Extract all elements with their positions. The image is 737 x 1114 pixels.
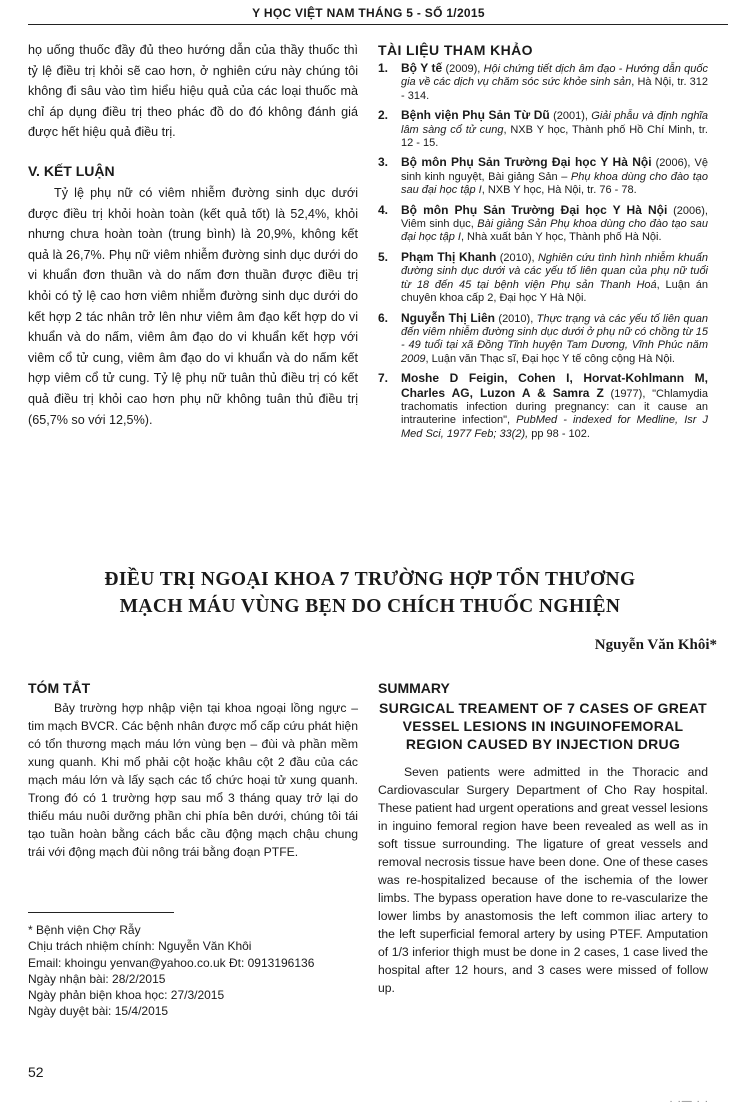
- article-author: Nguyễn Văn Khôi*: [594, 637, 717, 653]
- footnote-email: Email: khoingu yenvan@yahoo.co.uk Đt: 0913196136: [28, 955, 315, 970]
- conclusion-heading: V. KẾT LUẬN: [28, 162, 115, 179]
- footnote-affiliation: * Bệnh viện Chợ Rẫy: [28, 923, 141, 937]
- summary-english: [378, 680, 708, 997]
- references-list: [378, 62, 708, 441]
- reference-item: 5. Phạm Thị Khanh (2010), Nghiên cứu tình hình nhiễm khuẩn đường sinh dục dưới và các yếu tố liên quan của phụ nữ tuổi từ 18 đến 45 tại bệnh viện Phụ sản Thanh Hoá, Luận án chuyên khoa cấp 2, Đại học Y Hà Nội.: [378, 249, 709, 305]
- running-head: Y HỌC VIỆT NAM THÁNG 5 - SỐ 1/2015: [252, 6, 485, 20]
- reference-item: 2. Bệnh viện Phụ Sản Từ Dũ (2001), Giải phẫu và định nghĩa lâm sàng cổ tử cung, NXB Y học, Thành phố Hồ Chí Minh, tr. 12 - 15.: [378, 108, 708, 150]
- reference-item: 1. Bộ Y tế (2009), Hội chứng tiết dịch âm đạo - Hướng dẫn quốc gia về các dịch vụ chăm sóc sức khỏe sinh sản, Hà Nội, tr. 312 - 314.: [378, 61, 708, 102]
- article-title-line-1: ĐIỀU TRỊ NGOẠI KHOA 7 TRƯỜNG HỢP TỔN THƯƠNG: [104, 569, 636, 590]
- discussion-paragraph: họ uống thuốc đầy đủ theo hướng dẫn của thầy thuốc thì tỷ lệ điều trị khỏi sẽ cao hơn, ở nghiên cứu này chúng tôi không đi sâu vào tìm hiểu hiệu quả của các loại thuốc mà chỉ áp dụng điều trị theo phác đồ do đó không đánh giá được hết hiệu quả điều trị.: [28, 43, 358, 140]
- reference-item: 4. Bộ môn Phụ Sản Trường Đại học Y Hà Nội (2006), Viêm sinh dục, Bài giảng Sản Phụ khoa dùng cho đào tạo sau đại học tập I, Nhà xuất bản Y học, Thành phố Hà Nội.: [378, 202, 708, 244]
- references-section: [378, 42, 708, 447]
- article-title: [20, 566, 720, 620]
- footnote-rule: [28, 912, 174, 913]
- conclusion-paragraph: Tỷ lệ phụ nữ có viêm nhiễm đường sinh dục dưới được điều trị khỏi hoàn toàn (kết quả tốt) là 52,4%, khỏi nhưng chưa hoàn toàn (trung bình) là 20,9%, không kết quả là 26,7%. Phụ nữ viêm nhiễm đường sinh dục dưới do vi khuẩn đơn thuần và do nấm đơn thuần được điều trị khỏi có tỷ lệ cao hơn viêm nhiễm đường sinh dục dưới do kết hợp 2 tác nhân trở lên như viêm âm đạo kết hợp do vi khuẩn và do nấm, viêm âm đạo do vi khuẩn kết hợp với viêm cổ tử cung, viêm âm đạo do vi khuẩn và do nấm kết hợp viêm cổ tử cung. Tỷ lệ phụ nữ tuân thủ điều trị có kết quả điều trị khỏi cao hơn phụ nữ không tuân thủ điều trị (65,7% so với 12,5%).: [28, 185, 358, 427]
- footnote-approved: Ngày duyệt bài: 15/4/2015: [28, 1004, 169, 1019]
- reference-item: 6. Nguyễn Thị Liên (2010), Thực trạng và các yếu tố liên quan đến viêm nhiễm đường sinh dục dưới ở phụ nữ có chồng từ 15 - 49 tuổi tại xã Đồng Tĩnh huyện Tam Dương, Vĩnh Phúc năm 2009, Luận văn Thạc sĩ, Đại học Y tế công cộng Hà Nội.: [378, 310, 709, 365]
- abstract-text: Bảy trường hợp nhập viện tại khoa ngoại lồng ngực – tim mạch BVCR. Các bệnh nhân được mổ cấp cứu phát hiện có tổn thương mạch máu lớn vùng bẹn – đùi và phần mềm xung quanh. Khi mổ phải cột hoặc khâu cột 2 đầu của các mạch máu lớn và lấy sạch các tổ chức hoại tử xung quanh. Trong đó có 1 trường hợp sau mổ 3 tháng quay trở lại do thiếu máu nuôi dưỡng phần chi phía bên dưới, chúng tôi tái tạo tuần hoàn bằng cách bắc cầu động mạch chậu chung trái với động mạch đùi nông trái bằng đoạn PTFE.: [28, 701, 358, 859]
- summary-heading: SUMMARY: [378, 680, 450, 696]
- left-column-top: [28, 40, 358, 430]
- article-title-line-2: MẠCH MÁU VÙNG BẸN DO CHÍCH THUỐC NGHIỆN: [119, 596, 621, 617]
- reference-item: 3. Bộ môn Phụ Sản Trường Đại học Y Hà Nội (2006), Vệ sinh kinh nguyệt, Bài giảng Sản – Phụ khoa dùng cho đào tạo sau đại học tập I, NXB Y học, Hà Nội, tr. 76 - 78.: [378, 155, 709, 197]
- summary-text: Seven patients were admitted in the Thoracic and Cardiovascular Surgery Department of Cho Ray hospital. These patient had urgent operations and great vessel lesions in inguino femoral region have been revealed as well as in soft tissue surrounding. The ligature of great vessels and removal necrosis tissue have been done. One of these cases was re-hospitalized because of the ischemia of the lower limbs. The bypass operation have done to re-vascularize the lower limbs by anastomosis the left common iliac artery to the left superficial femoral artery by using PTEF. Amputation of 1/3 inferior thigh must be done in 2 cases, 1 case lived the hospital after 12 hours, and 3 cases were missed of follow up.: [378, 765, 708, 995]
- references-heading: TÀI LIỆU THAM KHẢO: [378, 42, 533, 58]
- reference-item: 7. Moshe D Feigin, Cohen I, Horvat-Kohlmann M, Charles AG, Luzon A & Samra Z (1977), "Chlamydia trachomatis infection during pregnancy: can it cause an intrauterine infection", PubMed - indexed for Medline, Isr J Med Sci, 1977 Feb; 33(2), pp 98 - 102.: [378, 371, 709, 440]
- header-rule: [28, 24, 728, 25]
- footnote-received: Ngày nhận bài: 28/2/2015: [28, 971, 166, 986]
- page-number: 52: [28, 1064, 44, 1080]
- footnote-responsible: Chịu trách nhiệm chính: Nguyễn Văn Khôi: [28, 939, 252, 954]
- footnote: [28, 922, 314, 1020]
- footnote-reviewed: Ngày phản biện khoa học: 27/3/2015: [28, 988, 225, 1003]
- scan-mark: · ·— · ·: [669, 1096, 709, 1107]
- summary-title: SURGICAL TREAMENT OF 7 CASES OF GREAT VESSEL LESIONS IN INGUINOFEMORAL REGION CAUSED BY INJECTION DRUG: [379, 700, 707, 752]
- abstract-heading: TÓM TẮT: [28, 680, 91, 696]
- abstract-vietnamese: [28, 680, 358, 861]
